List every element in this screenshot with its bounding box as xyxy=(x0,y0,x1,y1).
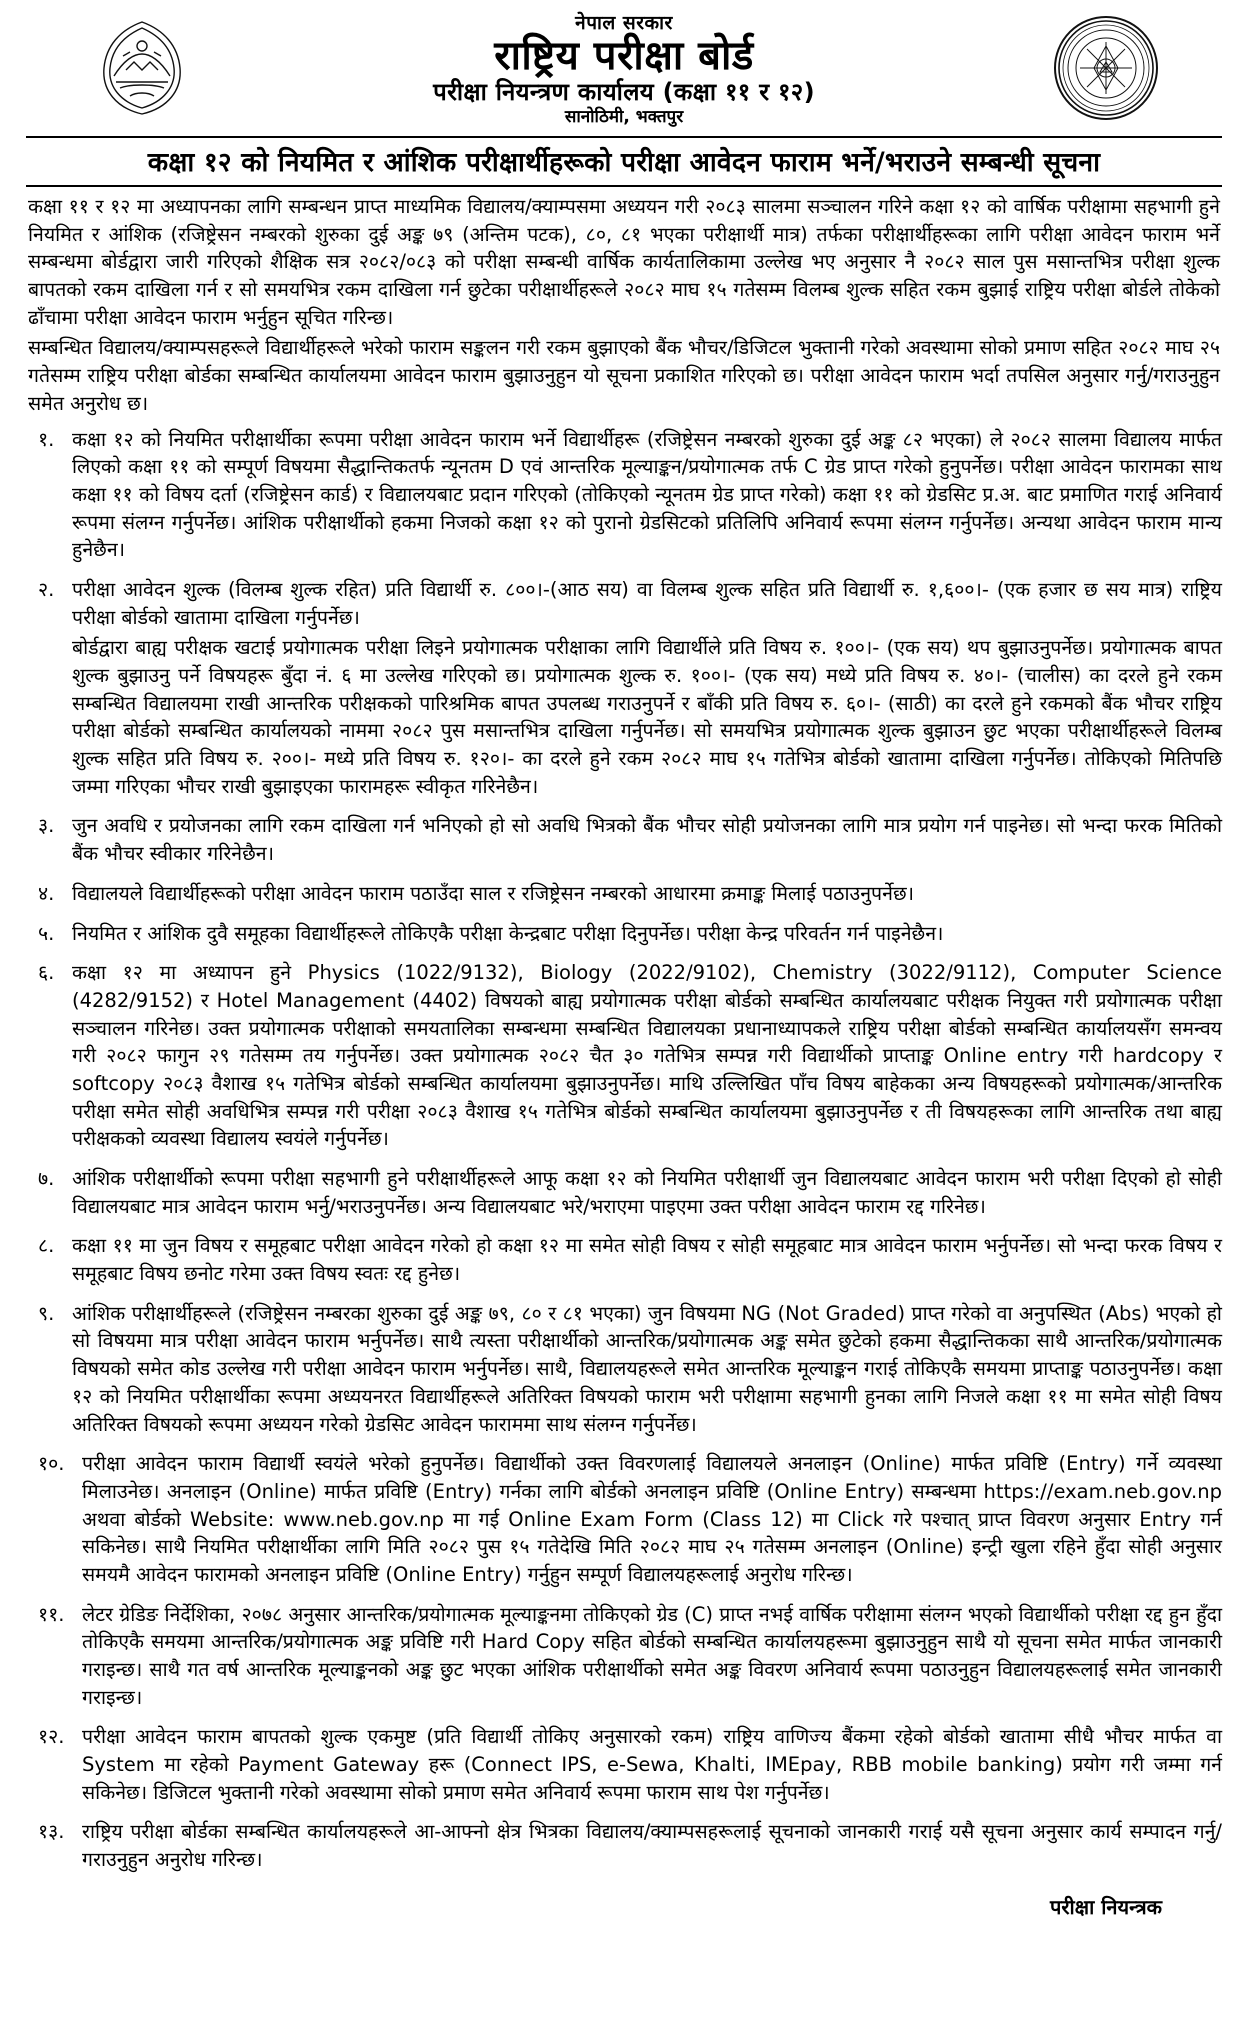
header-titles xyxy=(433,13,815,127)
clause-paragraph: राष्ट्रिय परीक्षा बोर्डका सम्बन्धित कार्यालयहरूले आ-आफ्नो क्षेत्र भित्रका विद्यालय/क्याम्पसहरूलाई सूचनाको जानकारी गराई यसै सूचना अनुसार कार्य सम्पादन गर्नु/गराउनुहुन अनुरोध गरिन्छ। xyxy=(82,1820,1222,1872)
signature-designation: परीक्षा नियन्त्रक xyxy=(1050,1894,1162,1919)
clause-body xyxy=(72,880,1222,911)
clause-item xyxy=(26,1300,1222,1441)
clause-number: ८. xyxy=(38,1234,55,1258)
intro-paragraph-2: सम्बन्धित विद्यालय/क्याम्पसहरूले विद्यार्थीहरूले भरेको फाराम सङ्कलन गरी रकम बुझाएको बैंक भौचर/डिजिटल भुक्तानी गरेको अवस्थामा सोको प्रमाण सहित २०८२ माघ २५ गतेसम्म राष्ट्रिय परीक्षा बोर्डका सम्बन्धित कार्यालयमा आवेदन फाराम बुझाउनुहुन यो सूचना प्रकाशित गरिएको छ। परीक्षा आवेदन फाराम भर्दा तपसिल अनुसार गर्नु/गराउनुहुन समेत अनुरोध छ। xyxy=(28,336,1220,415)
clause-item xyxy=(26,1232,1222,1290)
clause-list xyxy=(26,426,1222,1877)
clause-number: १३. xyxy=(38,1820,65,1844)
office-title: परीक्षा नियन्त्रण कार्यालय (कक्षा ११ र १२) xyxy=(433,78,815,107)
clause-paragraph: आंशिक परीक्षार्थीको रूपमा परीक्षा सहभागी हुने परीक्षार्थीहरूले आफू कक्षा १२ को नियमित परीक्षार्थी जुन विद्यालयबाट आवेदन फाराम भरी परीक्षा दिएको हो सोही विद्यालयबाट मात्र आवेदन फाराम भर्नु/भराउनुपर्नेछ। अन्य विद्यालयबाट भरे/भराएमा पाइएमा उक्त परीक्षा आवेदन फाराम रद्द गरिनेछ। xyxy=(72,1167,1222,1218)
clause-paragraph: जुन अवधि र प्रयोजनका लागि रकम दाखिला गर्न भनिएको हो सो अवधि भित्रको बैंक भौचर सोही प्रयोजनका लागि मात्र प्रयोग गर्न पाइनेछ। सो भन्दा फरक मितिको बैंक भौचर स्वीकार गरिनेछैन। xyxy=(72,814,1222,866)
board-title: राष्ट्रिय परीक्षा बोर्ड xyxy=(494,33,754,80)
clause-number: १०. xyxy=(38,1452,65,1476)
clause-paragraph: कक्षा ११ मा जुन विषय र समूहबाट परीक्षा आवेदन गरेको हो कक्षा १२ मा समेत सोही विषय र सोही समूहबाट मात्र आवेदन फाराम भर्नुपर्नेछ। सो भन्दा फरक विषय र समूहबाट विषय छनोट गरेमा उक्त विषय स्वतः रद्द हुनेछ। xyxy=(72,1234,1222,1286)
clause-number: ३. xyxy=(38,814,55,838)
intro-paragraph-1: कक्षा ११ र १२ मा अध्यापनका लागि सम्बन्धन प्राप्त माध्यमिक विद्यालय/क्याम्पसमा अध्ययन गरी २०८३ सालमा सञ्चालन गरिने कक्षा १२ को वार्षिक परीक्षामा सहभागी हुने नियमित र आंशिक (रजिष्ट्रेसन नम्बरको शुरुका दुई अङ्क ७९ (अन्तिम पटक), ८०, ८१ भएका परीक्षार्थी मात्र) तर्फका परीक्षार्थीहरूका लागि परीक्षा आवेदन फाराम भर्ने सम्बन्धमा बोर्डद्वारा जारी गरिएको शैक्षिक सत्र २०८२/०८३ को परीक्षा सम्बन्धी वार्षिक कार्यतालिकामा उल्लेख भए अनुसार नै २०८२ साल पुस मसान्तभित्र परीक्षा शुल्क बापतको रकम दाखिला गर्न र सो समयभित्र रकम दाखिला गर्न छुटेका परीक्षार्थीहरूले २०८२ माघ १५ गतेसम्म विलम्ब शुल्क सहित रकम बुझाई राष्ट्रिय परीक्षा बोर्डले तोकेको ढाँचामा परीक्षा आवेदन फाराम भर्नुहुन सूचित गरिन्छ। xyxy=(28,195,1220,329)
clause-body xyxy=(82,1818,1222,1876)
clause-paragraph: बोर्डद्वारा बाह्य परीक्षक खटाई प्रयोगात्मक परीक्षा लिइने प्रयोगात्मक परीक्षाका लागि विद्यार्थीले प्रति विषय रु. १००।- (एक सय) थप बुझाउनुपर्नेछ। प्रयोगात्मक बापत शुल्क बुझाउनु पर्ने विषयहरू बुँदा नं. ६ मा उल्लेख गरिएको छ। प्रयोगात्मक शुल्क रु. १००।- (एक सय) मध्ये प्रति विषय रु. ४०।- (चालीस) का दरले हुने रकम सम्बन्धित विद्यालयमा राखी आन्तरिक परीक्षकको पारिश्रमिक बापत उपलब्ध गराउनुपर्ने र बाँकी प्रति विषय रु. ६०।- (साठी) का दरले हुने रकमको बैंक भौचर राष्ट्रिय परीक्षा बोर्डको सम्बन्धित कार्यालयको नाममा २०८२ पुस मसान्तभित्र दाखिला गर्नुपर्नेछ। सो समयभित्र प्रयोगात्मक शुल्क बुझाउन छुट भएका परीक्षार्थीहरूले विलम्ब शुल्क सहित प्रति विषय रु. २००।- मध्ये प्रति विषय रु. १२०।- का दरले हुने रकम २०८२ माघ १५ गतेभित्र बोर्डको खातामा दाखिला गर्नुपर्नेछ। तोकिएको मितिपछि जम्मा गरिएका भौचर राखी बुझाइएका फारामहरू स्वीकृत गरिनेछैन। xyxy=(72,636,1222,798)
clause-paragraph: कक्षा १२ मा अध्यापन हुने Physics (1022/9132), Biology (2022/9102), Chemistry (3022/9112), Computer Science (4282/9152) र Hotel Management (4402) विषयको बाह्य प्रयोगात्मक परीक्षा बोर्डको सम्बन्धित कार्यालयबाट परीक्षक नियुक्त गरी प्रयोगात्मक परीक्षा सञ्चालन गरिनेछ। उक्त प्रयोगात्मक परीक्षाको समयतालिका सम्बन्धमा सम्बन्धित विद्यालयका प्रधानाध्यापकले राष्ट्रिय परीक्षा बोर्डको सम्बन्धित कार्यालयसँग समन्वय गरी २०८२ फागुन २९ गतेसम्म तय गर्नुपर्नेछ। उक्त प्रयोगात्मक २०८२ चैत ३० गतेभित्र सम्पन्न गरी विद्यार्थीको प्राप्ताङ्क Online entry गरी hardcopy र softcopy २०८३ वैशाख १५ गतेभित्र बोर्डको सम्बन्धित कार्यालयमा बुझाउनुपर्नेछ। माथि उल्लिखित पाँच विषय बाहेकका अन्य विषयहरूको प्रयोगात्मक/आन्तरिक परीक्षा समेत सोही अवधिभित्र सम्पन्न गरी परीक्षा २०८३ वैशाख १५ गतेभित्र बोर्डको सम्बन्धित कार्यालयमा बुझाउनुपर्नेछ र ती विषयहरूका लागि आन्तरिक तथा बाह्य परीक्षकको व्यवस्था विद्यालय स्वयंले गर्नुपर्नेछ। xyxy=(72,961,1222,1151)
clause-item xyxy=(26,1723,1222,1809)
clause-paragraph: नियमित र आंशिक दुवै समूहका विद्यार्थीहरूले तोकिएकै परीक्षा केन्द्रबाट परीक्षा दिनुपर्नेछ। परीक्षा केन्द्र परिवर्तन गर्न पाइनेछैन। xyxy=(72,921,944,945)
clause-item xyxy=(26,812,1222,870)
clause-paragraph: विद्यालयले विद्यार्थीहरूको परीक्षा आवेदन फाराम पठाउँदा साल र रजिष्ट्रेसन नम्बरको आधारमा क्रमाङ्क मिलाई पठाउनुपर्नेछ। xyxy=(72,881,915,905)
clause-number: १. xyxy=(38,427,55,451)
national-examination-board-seal-icon xyxy=(1054,16,1158,120)
clause-number: ९. xyxy=(38,1301,55,1325)
clause-paragraph: लेटर ग्रेडिङ निर्देशिका, २०७८ अनुसार आन्तरिक/प्रयोगात्मक मूल्याङ्कनमा तोकिएको ग्रेड (C) प्राप्त नभई वार्षिक परीक्षामा संलग्न भएको विद्यार्थीको परीक्षा रद्द हुन हुँदा तोकिएकै समयमा आन्तरिक/प्रयोगात्मक अङ्क प्रविष्टि गरी Hard Copy सहित बोर्डको सम्बन्धित कार्यालयहरूमा बुझाउनुहुन साथै यो सूचना समेत मार्फत जानकारी गराइन्छ। साथै गत वर्ष आन्तरिक मूल्याङ्कनको अङ्क छुट भएका आंशिक परीक्षार्थीको समेत अङ्क विवरण अनिवार्य रूपमा पठाउनुहुन विद्यालयहरूलाई समेत जानकारी गराइन्छ। xyxy=(82,1602,1222,1709)
clause-item xyxy=(26,576,1222,804)
clause-body xyxy=(72,920,1222,951)
clause-number: ११. xyxy=(38,1602,65,1626)
clause-number: ६. xyxy=(38,961,55,985)
clause-number: १२. xyxy=(38,1725,65,1749)
clause-body xyxy=(72,1300,1222,1441)
clause-number: ५. xyxy=(38,921,55,945)
clause-number: २. xyxy=(38,577,55,601)
clause-item xyxy=(26,1601,1222,1715)
clause-body xyxy=(72,426,1222,567)
office-location: सानोठिमी, भक्तपुर xyxy=(564,107,684,128)
clause-paragraph: आंशिक परीक्षार्थीहरूले (रजिष्ट्रेसन नम्बरका शुरुका दुई अङ्क ७९, ८० र ८१ भएका) जुन विषयमा NG (Not Graded) प्राप्त गरेको वा अनुपस्थित (Abs) भएको हो सो विषयमा मात्र परीक्षा आवेदन फाराम भर्नुपर्नेछ। साथै त्यस्ता परीक्षार्थीको आन्तरिक/प्रयोगात्मक अङ्क समेत छुटेको हकमा सैद्धान्तिकका साथै आन्तरिक/प्रयोगात्मक विषयको समेत कोड उल्लेख गरी परीक्षा आवेदन फाराम भर्नुपर्नेछ। साथै, विद्यालयहरूले समेत आन्तरिक मूल्याङ्कन गराई तोकिएकै समयमा प्राप्ताङ्क पठाउनुपर्नेछ। कक्षा १२ को नियमित परीक्षार्थीका रूपमा अध्ययनरत विद्यार्थीहरूले अतिरिक्त विषयको फाराम भरी परीक्षामा सहभागी हुनका लागि निजले कक्षा ११ मा समेत सोही विषय अतिरिक्त विषयको रूपमा अध्ययन गरेको ग्रेडसिट आवेदन फाराममा साथ संलग्न गर्नुपर्नेछ। xyxy=(72,1301,1222,1436)
clause-number: ४. xyxy=(38,881,55,905)
clause-paragraph: परीक्षा आवेदन फाराम विद्यार्थी स्वयंले भरेको हुनुपर्नेछ। विद्यार्थीको उक्त विवरणलाई विद्यालयले अनलाइन (Online) मार्फत प्रविष्टि (Entry) गर्ने व्यवस्था मिलाउनेछ। अनलाइन (Online) मार्फत प्रविष्टि (Entry) गर्नका लागि बोर्डको अनलाइन प्रविष्टि (Online Entry) सम्बन्धमा https://exam.neb.gov.np अथवा बोर्डको Website: www.neb.gov.np मा गई Online Exam Form (Class 12) मा Click गरे पश्चात् प्राप्त विवरण अनुसार Entry गर्न सकिनेछ। साथै नियमित परीक्षार्थीका लागि मिति २०८२ पुस १५ गतेदेखि मिति २०८२ माघ २५ गतेसम्म अनलाइन (Online) इन्ट्री खुला रहिने हुँदा सोही अनुसार समयमै आवेदन फारामको अनलाइन प्रविष्टि (Online Entry) गर्नुहुन सम्पूर्ण विद्यालयहरूलाई अनुरोध गरिन्छ। xyxy=(82,1452,1222,1586)
clause-body xyxy=(82,1601,1222,1715)
document-header xyxy=(26,10,1222,130)
clause-item xyxy=(26,959,1222,1156)
clause-body xyxy=(72,576,1222,804)
clause-paragraph: परीक्षा आवेदन शुल्क (विलम्ब शुल्क रहित) प्रति विद्यार्थी रु. ८००।-(आठ सय) वा विलम्ब शुल्क सहित प्रति विद्यार्थी रु. १,६००।- (एक हजार छ सय मात्र) राष्ट्रिय परीक्षा बोर्डको खातामा दाखिला गर्नुपर्नेछ। xyxy=(72,577,1222,629)
clause-item xyxy=(26,1818,1222,1876)
intro-block xyxy=(28,193,1220,418)
clause-body xyxy=(72,1165,1222,1223)
clause-number: ७. xyxy=(38,1167,55,1190)
clause-body xyxy=(82,1723,1222,1809)
clause-body xyxy=(82,1450,1222,1591)
clause-body xyxy=(72,959,1222,1156)
notice-banner-title: कक्षा १२ को नियमित र आंशिक परीक्षार्थीहरूको परीक्षा आवेदन फाराम भर्ने/भराउने सम्बन्धी सूचना xyxy=(26,136,1222,187)
nepal-government-emblem-icon xyxy=(90,16,194,120)
clause-body xyxy=(72,1232,1222,1290)
clause-item xyxy=(26,1450,1222,1591)
clause-body xyxy=(72,812,1222,870)
clause-paragraph: कक्षा १२ को नियमित परीक्षार्थीका रूपमा परीक्षा आवेदन फाराम भर्ने विद्यार्थीहरू (रजिष्ट्रेसन नम्बरको शुरुका दुई अङ्क ८२ भएका) ले २०८२ सालमा विद्यालय मार्फत लिएको कक्षा ११ को सम्पूर्ण विषयमा सैद्धान्तिकतर्फ न्यूनतम D एवं आन्तरिक मूल्याङ्कन/प्रयोगात्मक तर्फ C ग्रेड प्राप्त गरेको हुनुपर्नेछ। परीक्षा आवेदन फारामका साथ कक्षा ११ को विषय दर्ता (रजिष्ट्रेसन कार्ड) र विद्यालयबाट प्रदान गरिएको (तोकिएको न्यूनतम ग्रेड प्राप्त गरेको) कक्षा ११ को ग्रेडसिट प्र.अ. बाट प्रमाणित गराई अनिवार्य रूपमा संलग्न गर्नुपर्नेछ। आंशिक परीक्षार्थीको हकमा निजको कक्षा १२ को पुरानो ग्रेडसिटको प्रतिलिपि अनिवार्य रूपमा संलग्न गर्नुपर्नेछ। अन्यथा आवेदन फाराम मान्य हुनेछैन। xyxy=(72,427,1222,562)
government-name: नेपाल सरकार xyxy=(575,11,673,34)
clause-paragraph: परीक्षा आवेदन फाराम बापतको शुल्क एकमुष्ट (प्रति विद्यार्थी तोकिए अनुसारको रकम) राष्ट्रिय वाणिज्य बैंकमा रहेको बोर्डको खातामा सीधै भौचर मार्फत वा System मा रहेको Payment Gateway हरू (Connect IPS, e-Sewa, Khalti, IMEpay, RBB mobile banking) प्रयोग गरी जम्मा गर्न सकिनेछ। डिजिटल भुक्तानी गरेको अवस्थामा सोको प्रमाण समेत अनिवार्य रूपमा फाराम साथ पेश गर्नुपर्नेछ। xyxy=(82,1725,1222,1804)
clause-item xyxy=(26,880,1222,911)
clause-item xyxy=(26,920,1222,951)
clause-item xyxy=(26,1165,1222,1223)
clause-item xyxy=(26,426,1222,567)
